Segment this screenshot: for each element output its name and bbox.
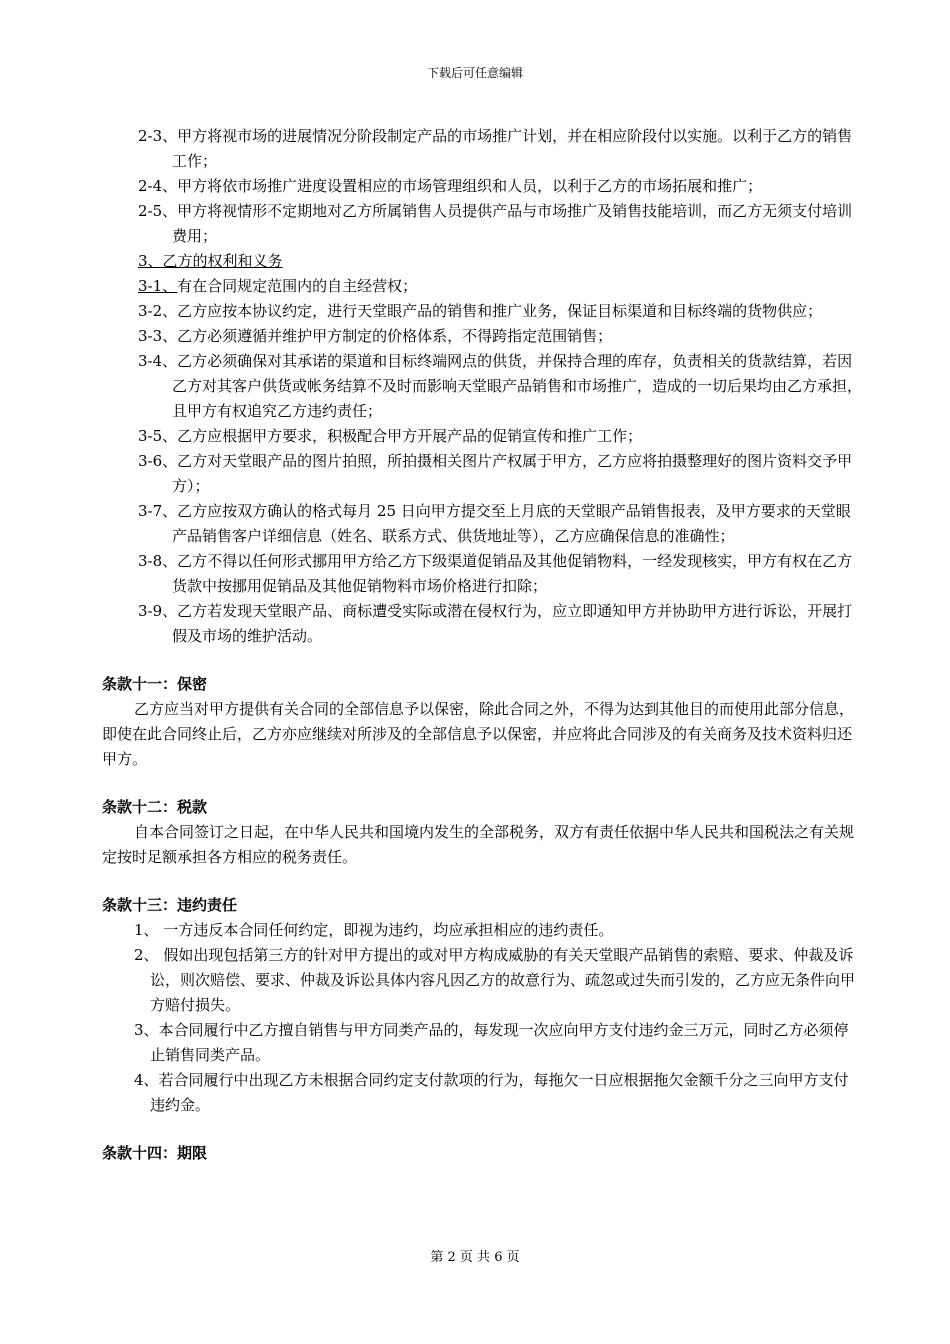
- item-number: 3、: [134, 1021, 159, 1039]
- list-item: [102, 918, 862, 943]
- item-number: 2-3、: [138, 127, 178, 145]
- item-number: 2-4、: [138, 177, 178, 195]
- item-number: 3-1、: [138, 277, 178, 295]
- list-item: [102, 174, 862, 199]
- item-text: 甲方将依市场推广进度设置相应的市场管理组织和人员，以利于乙方的市场拓展和推广；: [177, 177, 763, 195]
- list-item: [102, 1018, 862, 1068]
- item-text: 乙方对天堂眼产品的图片拍照，所拍摄相关图片产权属于甲方，乙方应将拍摄整理好的图片资料交予甲方）；: [172, 452, 853, 495]
- item-text: 假如出现包括第三方的针对甲方提出的或对甲方构成威胁的有关天堂眼产品销售的索赔、要求、仲裁及诉讼，则次赔偿、要求、仲裁及诉讼具体内容凡因乙方的故意行为、疏忽或过失而引发的，乙方应无条件向甲方赔付损失。: [150, 946, 856, 1014]
- list-item: [102, 499, 862, 549]
- list-item: [102, 324, 862, 349]
- item-number: 4、: [134, 1071, 159, 1089]
- item-text: 乙方不得以任何形式挪用甲方给乙方下级渠道促销品及其他促销物料，一经发现核实，甲方有权在乙方货款中按挪用促销品及其他促销物料市场价格进行扣除；: [172, 552, 853, 595]
- list-item: [102, 943, 862, 1018]
- document-body: [102, 124, 862, 1166]
- item-number: 3-8、: [138, 552, 178, 570]
- item-text: 乙方必须确保对其承诺的渠道和目标终端网点的供货，并保持合理的库存，负责相关的货款结算，若因乙方对其客户供货或帐务结算不及时而影响天堂眼产品销售和市场推广，造成的一切后果均由乙方承担，且甲方有权追究乙方违约责任；: [172, 352, 863, 420]
- item-text: 甲方将视市场的进展情况分阶段制定产品的市场推广计划，并在相应阶段付以实施。以利于乙方的销售工作；: [172, 127, 853, 170]
- list-item: [102, 599, 862, 649]
- clause-paragraph: 自本合同签订之日起，在中华人民共和国境内发生的全部税务，双方有责任依据中华人民共和国税法之有关规定按时足额承担各方相应的税务责任。: [102, 823, 855, 866]
- section-title: 3、乙方的权利和义务: [138, 252, 283, 270]
- clause-title: 条款十二：税款: [102, 798, 208, 816]
- item-text: 乙方应按本协议约定，进行天堂眼产品的销售和推广业务，保证目标渠道和目标终端的货物供应；: [177, 302, 823, 320]
- item-number: 3-3、: [138, 327, 178, 345]
- item-number: 2-5、: [138, 202, 178, 220]
- page-footer: 第 2 页 共 6 页: [430, 1250, 520, 1265]
- list-item: [102, 274, 862, 299]
- item-number: 3-2、: [138, 302, 178, 320]
- item-number: 3-7、: [138, 502, 178, 520]
- item-text: 甲方将视情形不定期地对乙方所属销售人员提供产品与市场推广及销售技能培训，而乙方无须支付培训费用；: [172, 202, 853, 245]
- item-number: 3-4、: [138, 352, 178, 370]
- item-text: 一方违反本合同任何约定，即视为违约，均应承担相应的违约责任。: [158, 921, 614, 939]
- item-number: 2、: [134, 946, 159, 964]
- item-number: 3-5、: [138, 427, 178, 445]
- list-item: [102, 449, 862, 499]
- list-item: [102, 549, 862, 599]
- clause-title: 条款十四：期限: [102, 1144, 208, 1162]
- item-text: 本合同履行中乙方擅自销售与甲方同类产品的，每发现一次应向甲方支付违约金三万元，同时乙方必须停止销售同类产品。: [150, 1021, 849, 1064]
- list-item: [102, 199, 862, 249]
- clause-paragraph: 乙方应当对甲方提供有关合同的全部信息予以保密，除此合同之外，不得为达到其他目的而使用此部分信息，即使在此合同终止后，乙方亦应继续对所涉及的全部信息予以保密，并应将此合同涉及的有关商务及技术资料归还甲方。: [102, 700, 855, 768]
- page-header: 下载后可任意编辑: [426, 66, 523, 80]
- item-number: 1、: [134, 921, 159, 939]
- item-text: 有在合同规定范围内的自主经营权；: [177, 277, 418, 295]
- item-number: 3-9、: [138, 602, 178, 620]
- item-text: 乙方应按双方确认的格式每月 25 日向甲方提交至上月底的天堂眼产品销售报表，及甲方要求的天堂眼产品销售客户详细信息（姓名、联系方式、供货地址等），乙方应确保信息的准确性；: [172, 502, 851, 545]
- clause-title: 条款十一：保密: [102, 675, 208, 693]
- list-item: [102, 299, 862, 324]
- list-item: [102, 424, 862, 449]
- list-item: [102, 124, 862, 174]
- item-text: 若合同履行中出现乙方未根据合同约定支付款项的行为，每拖欠一日应根据拖欠金额千分之三向甲方支付违约金。: [150, 1071, 849, 1114]
- item-text: 乙方必须遵循并维护甲方制定的价格体系，不得跨指定范围销售；: [177, 327, 613, 345]
- item-text: 乙方若发现天堂眼产品、商标遭受实际或潜在侵权行为，应立即通知甲方并协助甲方进行诉讼，开展打假及市场的维护活动。: [172, 602, 853, 645]
- list-item: [102, 1068, 862, 1118]
- item-number: 3-6、: [138, 452, 178, 470]
- clause-title: 条款十三：违约责任: [102, 896, 238, 914]
- list-item: [102, 349, 862, 424]
- item-text: 乙方应根据甲方要求，积极配合甲方开展产品的促销宣传和推广工作；: [177, 427, 643, 445]
